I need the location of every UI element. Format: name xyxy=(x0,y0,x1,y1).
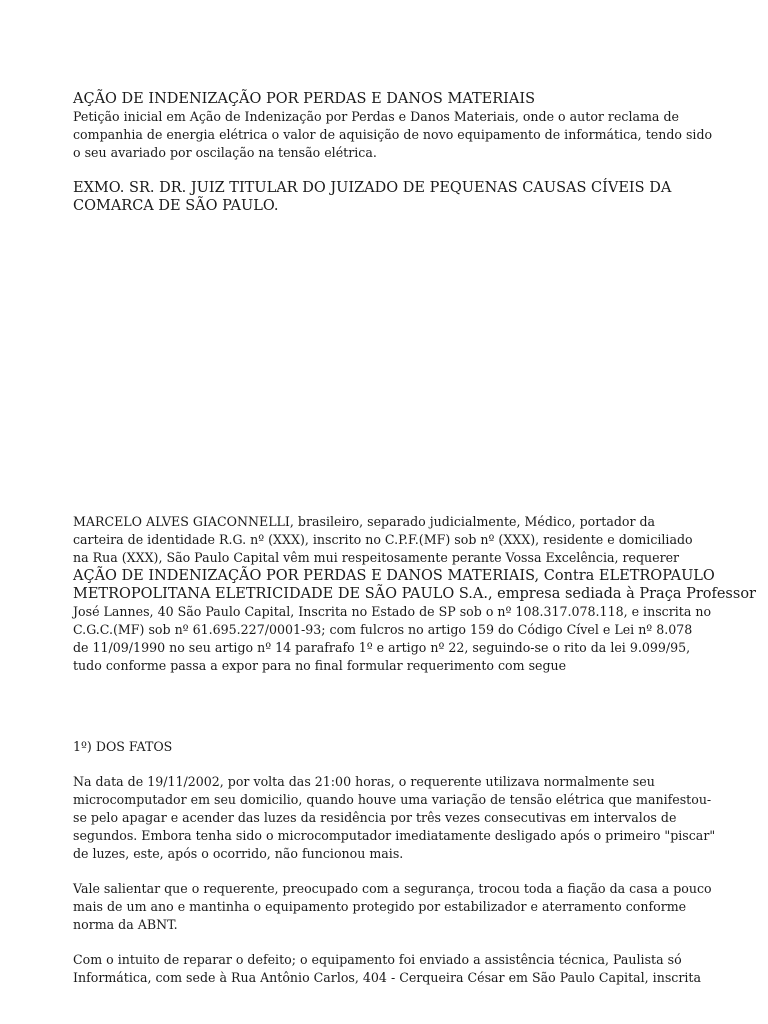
document-title-text: AÇÃO DE INDENIZAÇÃO POR PERDAS E DANOS MATERIAIS xyxy=(73,91,536,107)
document-page xyxy=(73,90,756,987)
document-title xyxy=(73,90,703,108)
facts-line: segundos. Embora tenha sido o microcomputador imediatamente desligado após o primeiro "piscar" xyxy=(73,828,716,843)
parties-paragraph xyxy=(73,513,756,675)
section-title xyxy=(73,738,703,756)
section-title-text: 1º) DOS FATOS xyxy=(73,739,173,754)
facts-paragraph-3 xyxy=(73,951,703,987)
parties-line: carteira de identidade R.G. nº (XXX), inscrito no C.P.F.(MF) sob nº (XXX), residente e domiciliado xyxy=(73,532,693,547)
summary-line: o seu avariado por oscilação na tensão elétrica. xyxy=(73,145,377,160)
addressee-line: EXMO. SR. DR. JUIZ TITULAR DO JUIZADO DE PEQUENAS CAUSAS CÍVEIS DA xyxy=(73,180,672,196)
parties-line: tudo conforme passa a expor para no final formular requerimento com segue xyxy=(73,658,567,673)
parties-line: AÇÃO DE INDENIZAÇÃO POR PERDAS E DANOS MATERIAIS, Contra ELETROPAULO xyxy=(73,568,715,584)
facts-paragraph-1 xyxy=(73,773,716,863)
facts-line: Informática, com sede à Rua Antônio Carlos, 404 - Cerqueira César em São Paulo Capital, inscrita xyxy=(73,970,701,985)
parties-line: METROPOLITANA ELETRICIDADE DE SÃO PAULO S.A., empresa sediada à Praça Professor xyxy=(73,586,756,602)
parties-line: MARCELO ALVES GIACONNELLI, brasileiro, separado judicialmente, Médico, portador da xyxy=(73,514,656,529)
facts-line: Na data de 19/11/2002, por volta das 21:00 horas, o requerente utilizava normalmente seu xyxy=(73,774,655,789)
addressee-paragraph xyxy=(73,179,703,215)
facts-line: Vale salientar que o requerente, preocupado com a segurança, trocou toda a fiação da casa a pouco xyxy=(73,881,712,896)
parties-line: José Lannes, 40 São Paulo Capital, Inscrita no Estado de SP sob o nº 108.317.078.118, e inscrita no xyxy=(73,604,712,619)
parties-line: na Rua (XXX), São Paulo Capital vêm mui respeitosamente perante Vossa Excelência, requerer xyxy=(73,550,680,565)
facts-line: mais de um ano e mantinha o equipamento protegido por estabilizador e aterramento conforme xyxy=(73,899,687,914)
parties-line: C.G.C.(MF) sob nº 61.695.227/0001-93; com fulcros no artigo 159 do Código Cível e Lei nº 8.078 xyxy=(73,622,693,637)
summary-line: companhia de energia elétrica o valor de aquisição de novo equipamento de informática, tendo sido xyxy=(73,127,713,142)
summary-line: Petição inicial em Ação de Indenização por Perdas e Danos Materiais, onde o autor reclama de xyxy=(73,109,679,124)
facts-line: Com o intuito de reparar o defeito; o equipamento foi enviado a assistência técnica, Paulista só xyxy=(73,952,682,967)
addressee-line: COMARCA DE SÃO PAULO. xyxy=(73,198,279,214)
facts-line: microcomputador em seu domicilio, quando houve uma variação de tensão elétrica que manifestou- xyxy=(73,792,712,807)
summary-paragraph xyxy=(73,108,713,162)
parties-line: de 11/09/1990 no seu artigo nº 14 parafrafo 1º e artigo nº 22, seguindo-se o rito da lei 9.099/95, xyxy=(73,640,691,655)
facts-line: se pelo apagar e acender das luzes da residência por três vezes consecutivas em intervalos de xyxy=(73,810,677,825)
facts-line: de luzes, este, após o ocorrido, não funcionou mais. xyxy=(73,846,404,861)
facts-line: norma da ABNT. xyxy=(73,917,178,932)
facts-paragraph-2 xyxy=(73,880,712,934)
